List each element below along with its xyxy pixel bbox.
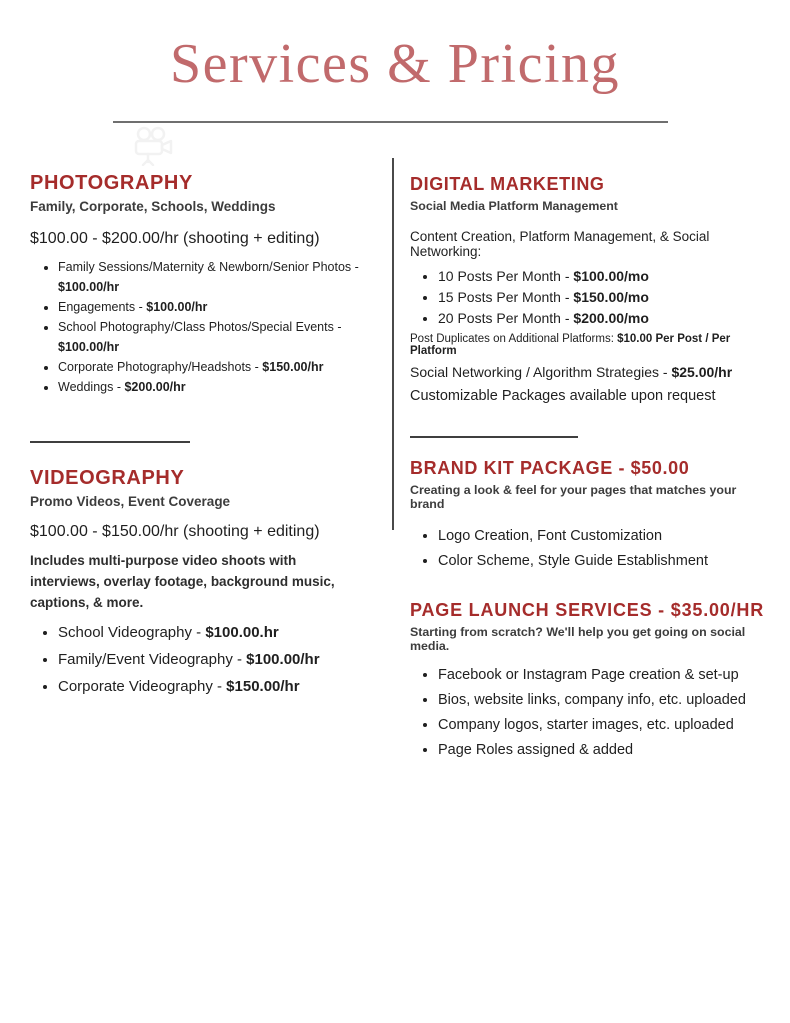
service-price: $100.00/hr [58,280,120,294]
right-section-divider [410,436,578,438]
digital-marketing-plan-list [410,266,770,329]
brand-kit-section [410,458,770,574]
service-label: Engagements - [58,300,147,314]
page-launch-heading: PAGE LAUNCH SERVICES - $35.00/HR [410,600,765,620]
service-item [58,646,380,673]
videography-service-list [30,619,380,700]
digital-marketing-section [410,174,770,404]
photography-service-list [30,257,380,397]
videography-section [30,467,380,700]
plan-label: 10 Posts Per Month - [438,268,574,284]
left-column [30,160,380,763]
brand-kit-item: • Color Scheme, Style Guide Establishment [438,549,770,574]
page-launch-list [410,663,770,763]
digital-marketing-subheading: Social Media Platform Management [410,199,618,213]
right-column [410,160,770,763]
plan-price: $100.00/mo [573,268,649,284]
photography-heading: PHOTOGRAPHY [30,172,193,194]
service-item [58,317,380,357]
page-launch-item: • Bios, website links, company info, etc. uploaded [438,688,770,713]
service-label: School Videography - [58,624,206,641]
brand-kit-heading: BRAND KIT PACKAGE - $50.00 [410,458,690,478]
brand-kit-subheading: Creating a look & feel for your pages that matches your brand [410,483,737,511]
page-launch-subheading: Starting from scratch? We'll help you get going on social media. [410,625,746,653]
social-networking-line [410,364,770,380]
service-label: Family/Event Videography - [58,651,247,668]
content-columns [30,160,770,763]
service-label: Corporate Photography/Headshots - [58,360,263,374]
service-price: $100.00.hr [205,624,279,641]
service-price: $100.00/hr [146,300,208,314]
service-label: Weddings - [58,380,125,394]
digital-marketing-heading: DIGITAL MARKETING [410,174,605,194]
title-divider [113,121,668,123]
digital-marketing-intro: Content Creation, Platform Management, & Social Networking: [410,229,710,259]
service-item [58,673,380,700]
plan-item [438,308,770,329]
brand-kit-item: • Logo Creation, Font Customization [438,524,770,549]
photography-price-range: $100.00 - $200.00/hr (shooting + editing) [30,230,320,247]
plan-price: $200.00/mo [573,310,649,326]
post-duplicates-note [410,333,770,357]
service-item [58,297,380,317]
brand-kit-list [410,524,770,574]
service-label: School Photography/Class Photos/Special Events - [58,320,342,334]
page-launch-item: • Facebook or Instagram Page creation & set-up [438,663,770,688]
note-label: Post Duplicates on Additional Platforms: [410,333,618,345]
left-section-divider [30,441,190,443]
service-item [58,377,380,397]
service-price: $25.00/hr [671,364,733,380]
custom-packages-line: Customizable Packages available upon request [410,388,716,404]
videography-description: Includes multi-purpose video shoots with interviews, overlay footage, background music, captions, & more. [30,553,335,610]
service-price: $100.00/hr [58,340,120,354]
photography-subheading: Family, Corporate, Schools, Weddings [30,199,276,214]
page-launch-item: • Company logos, starter images, etc. uploaded [438,713,770,738]
service-label: Social Networking / Algorithm Strategies - [410,364,672,380]
service-item [58,357,380,377]
service-item [58,619,380,646]
service-label: Corporate Videography - [58,678,227,695]
note-price: $10.00 Per Post / Per Platform [410,333,731,357]
photography-section [30,172,380,397]
plan-price: $150.00/mo [573,289,649,305]
service-price: $100.00/hr [246,651,320,668]
videography-price-range: $100.00 - $150.00/hr (shooting + editing) [30,523,320,540]
plan-label: 15 Posts Per Month - [438,289,574,305]
service-price: $150.00/hr [226,678,300,695]
videography-subheading: Promo Videos, Event Coverage [30,494,231,509]
service-price: $200.00/hr [124,380,186,394]
service-item [58,257,380,297]
service-label: Family Sessions/Maternity & Newborn/Senior Photos - [58,260,359,274]
page-launch-section [410,600,770,763]
service-price: $150.00/hr [262,360,324,374]
plan-label: 20 Posts Per Month - [438,310,574,326]
plan-item [438,287,770,308]
page-launch-item: • Page Roles assigned & added [438,738,770,763]
plan-item [438,266,770,287]
videography-heading: VIDEOGRAPHY [30,467,185,489]
page-title: Services & Pricing [169,33,621,95]
